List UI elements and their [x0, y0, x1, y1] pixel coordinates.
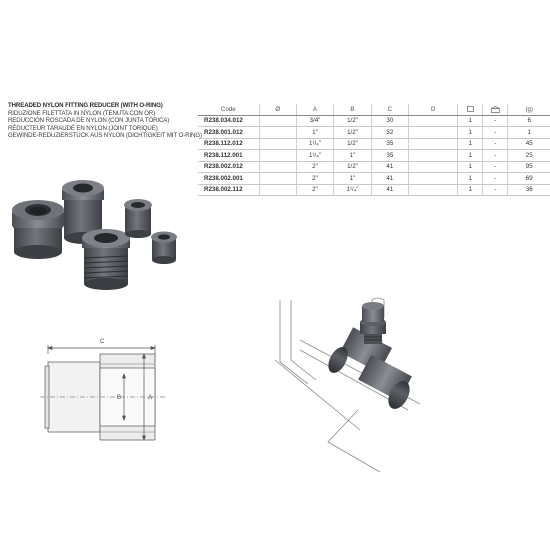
cell-b: 1/2": [334, 115, 372, 127]
header-b: B: [334, 104, 372, 115]
cell-c: 35: [371, 138, 408, 150]
cell-box: 1: [458, 127, 483, 139]
product-photo: [12, 180, 177, 290]
cell-code: R238.002.001: [198, 173, 259, 185]
technical-drawing: [40, 345, 165, 440]
cell-c: 32: [371, 127, 408, 139]
cell-code: R238.002.012: [198, 161, 259, 173]
cell-weight: 6: [508, 115, 550, 127]
cell-a: 1¹/₄": [296, 150, 334, 162]
header-a: A: [296, 104, 334, 115]
cell-weight: 1: [508, 127, 550, 139]
cell-code: R238.002.112: [198, 184, 259, 196]
title-it: RIDUZIONE FILETTATA IN NYLON (TENUTA CON OR): [8, 109, 156, 117]
cell-c: 41: [371, 184, 408, 196]
cell-box: 1: [458, 184, 483, 196]
fitting-small-top: [124, 199, 152, 238]
title-es: REDUCCIÓN ROSCADA DE NYLON (CON JUNTA TÓRICA): [8, 117, 170, 125]
cell-c: 35: [371, 150, 408, 162]
header-weight: (g): [508, 104, 550, 115]
cell-pack: -: [483, 115, 508, 127]
cell-box: 1: [458, 115, 483, 127]
cell-box: 1: [458, 150, 483, 162]
title-de: GEWINDE-REDUZIERSTÜCK AUS NYLON (DICHTIGKEIT MIT O-RING): [8, 132, 202, 140]
cell-box: 1: [458, 173, 483, 185]
cell-b: 1¹/₄": [334, 184, 372, 196]
cell-pack: -: [483, 127, 508, 139]
fitting-small-right: [151, 232, 177, 265]
cell-code: R238.001.012: [198, 127, 259, 139]
cell-b: 1/2": [334, 138, 372, 150]
cell-weight: 95: [508, 161, 550, 173]
fitting-threaded-front: [82, 229, 130, 290]
cell-b: 1/2": [334, 127, 372, 139]
cell-box: 1: [458, 138, 483, 150]
tee-fitting: [324, 302, 414, 412]
cell-weight: 45: [508, 138, 550, 150]
cell-c: 41: [371, 173, 408, 185]
cell-b: 1": [334, 173, 372, 185]
cell-code: R238.112.012: [198, 138, 259, 150]
cell-code: R238.034.012: [198, 115, 259, 127]
cell-pack: -: [483, 138, 508, 150]
installation-sketch: [275, 298, 420, 472]
cell-a: 2": [296, 161, 334, 173]
title-en: THREADED NYLON FITTING REDUCER (WITH O-RING): [8, 102, 163, 109]
cell-pack: -: [483, 184, 508, 196]
cell-weight: 36: [508, 184, 550, 196]
cell-a: 2": [296, 173, 334, 185]
cell-pack: -: [483, 173, 508, 185]
label-c: C: [100, 339, 105, 345]
label-a: A: [148, 395, 153, 401]
header-code: Code: [198, 104, 259, 115]
cell-pack: -: [483, 150, 508, 162]
cell-c: 41: [371, 161, 408, 173]
cell-weight: 25: [508, 150, 550, 162]
cell-code: R238.112.001: [198, 150, 259, 162]
cell-c: 30: [371, 115, 408, 127]
cell-box: 1: [458, 161, 483, 173]
cell-a: 1¹/₄": [296, 138, 334, 150]
cell-pack: -: [483, 161, 508, 173]
cell-a: 3/4": [296, 115, 334, 127]
header-diameter: Ø: [259, 104, 296, 115]
header-c: C: [371, 104, 408, 115]
title-fr: RÉDUCTEUR TARAUDÉ EN NYLON (JOINT TORIQUE): [8, 124, 158, 132]
cell-a: 1": [296, 127, 334, 139]
cell-b: 1/2": [334, 161, 372, 173]
cell-b: 1": [334, 150, 372, 162]
cell-weight: 69: [508, 173, 550, 185]
cell-a: 2": [296, 184, 334, 196]
fitting-large: [12, 200, 64, 259]
label-b: B: [117, 395, 122, 401]
header-d: D: [409, 104, 458, 115]
